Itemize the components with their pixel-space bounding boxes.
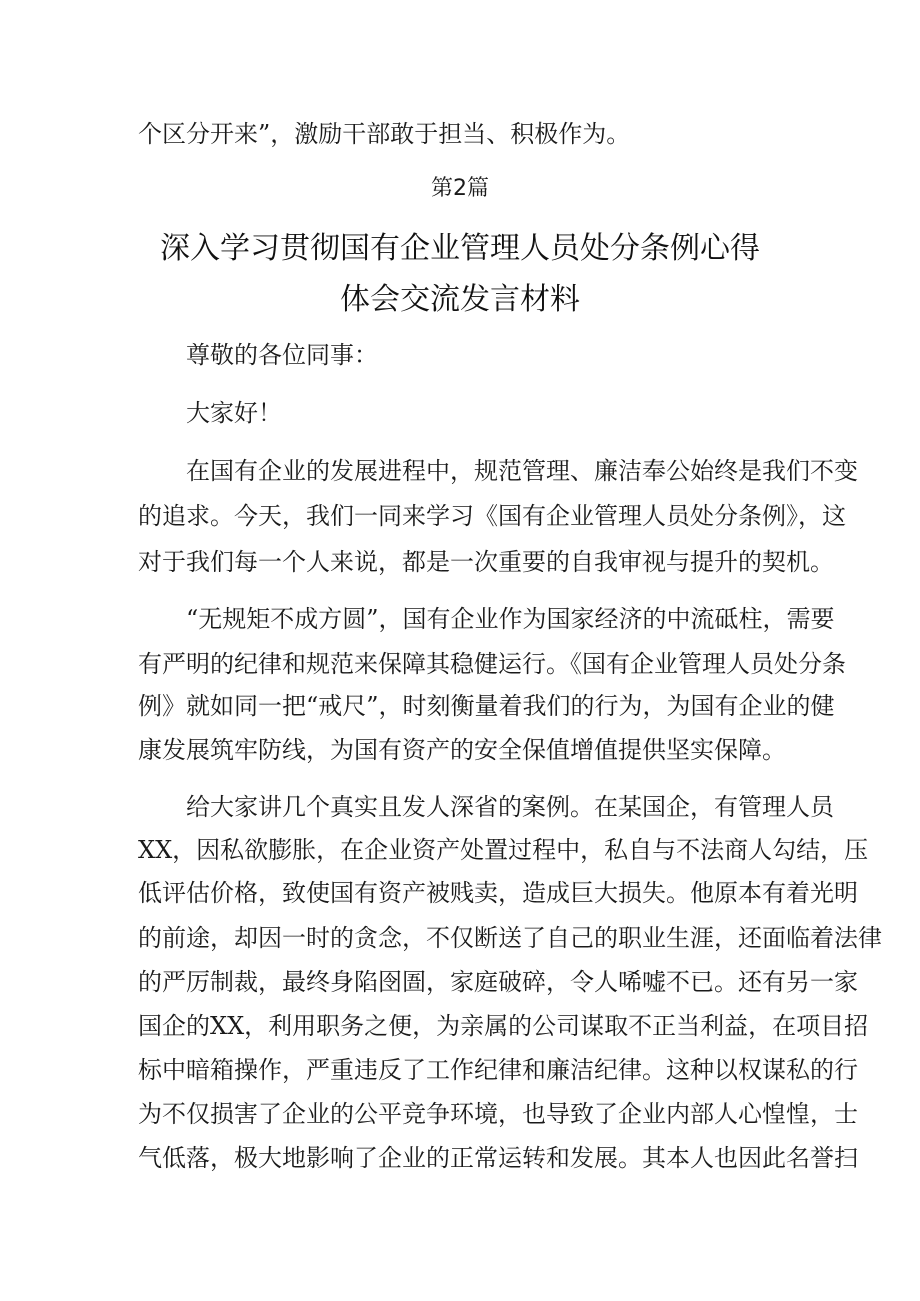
paragraph-2-line-1: “无规矩不成方圆”，国有企业作为国家经济的中流砥柱，需要	[186, 605, 835, 633]
paragraph-1-line-3: 对于我们每一个人来说，都是一次重要的自我审视与提升的契机。	[138, 548, 834, 576]
document-title-line-1: 深入学习贯彻国有企业管理人员处分条例心得	[160, 231, 760, 266]
previous-section-last-line: 个区分开来”，激励干部敢于担当、积极作为。	[138, 120, 631, 148]
paragraph-1-line-1: 在国有企业的发展进程中，规范管理、廉洁奉公始终是我们不变	[186, 457, 858, 485]
paragraph-3-line-5: 的严厉制裁，最终身陷囹圄，家庭破碎，令人唏嘘不已。还有另一家	[138, 968, 858, 996]
paragraph-3-line-1: 给大家讲几个真实且发人深省的案例。在某国企，有管理人员	[186, 793, 834, 821]
paragraph-3-line-9: 气低落，极大地影响了企业的正常运转和发展。其本人也因此名誉扫	[138, 1144, 858, 1172]
document-title-line-2: 体会交流发言材料	[340, 282, 580, 317]
paragraph-3-line-3: 低评估价格，致使国有资产被贱卖，造成巨大损失。他原本有着光明	[138, 879, 858, 907]
paragraph-3-line-7: 标中暗箱操作，严重违反了工作纪律和廉洁纪律。这种以权谋私的行	[138, 1056, 858, 1084]
paragraph-3-line-4: 的前途，却因一时的贪念，不仅断送了自己的职业生涯，还面临着法律	[138, 924, 882, 952]
paragraph-3-line-8: 为不仅损害了企业的公平竞争环境，也导致了企业内部人心惶惶，士	[138, 1100, 858, 1128]
paragraph-2-line-2: 有严明的纪律和规范来保障其稳健运行。《国有企业管理人员处分条	[138, 650, 846, 678]
paragraph-3-line-6: 国企的XX，利用职务之便，为亲属的公司谋取不正当利益，在项目招	[138, 1012, 869, 1040]
section-number: 第2篇	[431, 176, 489, 201]
paragraph-3-line-2: XX，因私欲膨胀，在企业资产处置过程中，私自与不法商人勾结，压	[138, 836, 869, 864]
paragraph-1-line-2: 的追求。今天，我们一同来学习《国有企业管理人员处分条例》，这	[138, 502, 846, 530]
greeting: 大家好！	[186, 399, 282, 427]
paragraph-2-line-3: 例》就如同一把“戒尺”，时刻衡量着我们的行为，为国有企业的健	[138, 692, 835, 720]
salutation: 尊敬的各位同事：	[186, 341, 378, 369]
paragraph-2-line-4: 康发展筑牢防线，为国有资产的安全保值增值提供坚实保障。	[138, 736, 786, 764]
